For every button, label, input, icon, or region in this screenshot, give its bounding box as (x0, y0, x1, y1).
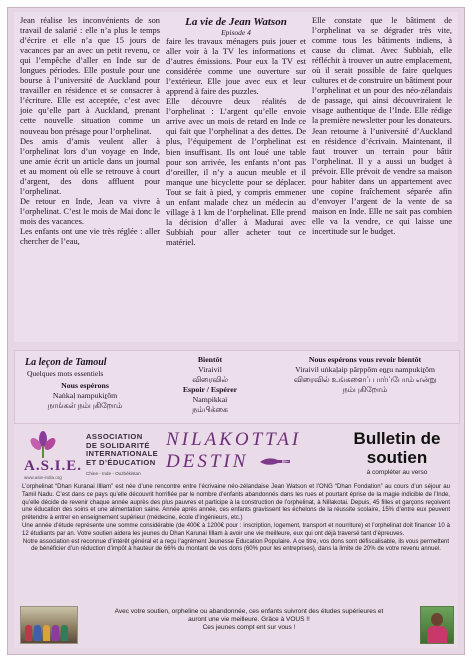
footer-line: Avec votre soutien, orpheline ou abandonnée, ces enfants suivront des études supérieures et (114, 608, 384, 615)
article-paragraph: Les enfants ont une vie très réglée : aller chercher de l’eau, (20, 226, 160, 247)
tamil-lesson-box (14, 350, 460, 424)
association-location: Chine - Inde - Ouzbékistan (86, 471, 141, 476)
flower-logo-icon (28, 430, 58, 460)
lesson-tamil: விரைவில் (192, 375, 228, 384)
article-episode: Episode 4 (221, 28, 251, 37)
lesson-title: La leçon de Tamoul (25, 357, 107, 368)
footer-band (14, 604, 458, 648)
article-paragraph: Jean réalise les inconvénients de son travail de salarié : elle n’a plus le temps d’écrire et elle n’a que 15 jours de vacances par an avec un petit revenu, ce qui l’empêche d’aller en Inde sur de longues périodes. Elle postule pour une bourse à l’université de Auckland pour travailler en résidence et se consacrer à l’écriture. Elle est acceptée, c’est avec joie qu’elle part à Auckland, prenant cette nouvelle situation comme un nouveau bon présage pour l’orphelinat. (20, 16, 160, 136)
nilakottai-title: NILAKOTTAI (166, 429, 302, 450)
lesson-word-hope (155, 385, 265, 415)
bulletin-title-line: soutien (366, 448, 428, 467)
lesson-transliteration: Nampikkai (192, 395, 228, 404)
lesson-transliteration: Naṅkaḷ nampukiṟōm (52, 391, 118, 400)
lesson-french: Nous espérons (61, 381, 109, 390)
bulletin-title (334, 429, 460, 467)
destin-title: DESTIN (166, 451, 249, 472)
association-name-line: ASSOCIATION (86, 432, 143, 441)
lesson-french: Espoir / Espérer (182, 385, 238, 394)
lesson-word-we-hope (25, 381, 145, 411)
fountain-pen-icon (258, 454, 292, 468)
lesson-transliteration: Viraivil (198, 365, 222, 374)
bulletin-subtitle: à compléter au verso (366, 469, 428, 476)
footer-line: auront une vie meilleure. Grâce à VOUS !! (188, 616, 310, 623)
association-name-line: ET D’ÉDUCATION (86, 457, 156, 467)
article-paragraph: De retour en Inde, Jean va vivre à l’orphelinat. C’est le mois de Mai donc le mois des vacances. (20, 196, 160, 226)
article-paragraph: faire les travaux ménagers puis jouer et aller voir à la TV les informations et d’autres émissions. Pour eux la TV est considérée comme une ouverture sur l’extérieur. Elle joue avec eux et leur apprend à faire des puzzles. (166, 37, 306, 97)
lesson-french: Nous espérons vous revoir bientôt (308, 355, 422, 364)
lesson-word-see-you-soon (277, 355, 453, 395)
lesson-subtitle: Quelques mots essentiels (27, 369, 104, 378)
lesson-tamil: விரைவில் உங்களைப் பார்ப்போம் என்று நம்புகிறோம் (293, 375, 437, 394)
articles-section (14, 12, 458, 342)
logo-url: www.asie-india.org (24, 475, 62, 480)
description-paragraph: Une année d’étude représente une somme considérable (de 400€ à 1200€ pour : inscription, logement, transport et nourriture) et l’orphelinat doit financer 10 à 12 étudiants par an. Votre soutien aidera les jeunes du Dhan Karunai Illlam à avoir une vie meilleure, eux qui ont déjà traversé tant d’épreuves. (22, 522, 450, 537)
association-name-line: DE SOLIDARITÉ (86, 440, 150, 450)
article-paragraph: Des amis d’amis veulent aller à l’orphelinat lors d’un voyage en Inde, une amie écrit un article dans un journal et au moment où elle se retrouve à court d’argent, des dons affluent pour l’orphelinat. (20, 136, 160, 196)
article-paragraph: Jean retourne à l’université d’Auckland en résidence d’écrivain. Maintenant, il faut trouver un terrain pour bâtir l’orphelinat. Il y a aussi un budget à prévoir. Elle prévoit de vendre sa maison pour habiter dans un appartement avec une copine fraîchement séparée afin d’envoyer l’argent de la vente de sa maison en Inde. Elle ne sait pas combien elle va la vendre, ce qui laisse une incertitude sur le budget. (312, 126, 452, 236)
lesson-tamil: நம்பிக்கை (192, 405, 228, 414)
lesson-word-soon (165, 355, 255, 385)
association-name-line: INTERNATIONALE (86, 449, 159, 459)
article-column-3 (312, 16, 452, 237)
lesson-french: Bientôt (197, 355, 223, 364)
article-column-2 (166, 16, 306, 248)
article-column-1 (20, 16, 160, 247)
association-description (22, 484, 450, 554)
asie-logo (20, 428, 170, 480)
article-paragraph: Elle constate que le bâtiment de l’orphelinat va se dégrader très vite, comme tous les bâtiments indiens, à cause du climat. Avec Subbiah, elle réfléchit à trouver un autre emplacement, où il serait possible de faire quelques cultures et de construire un bâtiment pour l’orphelinat et un pour des néo-zélandais de passage, qui ainsi découvriraient le visage authentique de l’Inde. Elle rédige la première newsletter pour les donateurs. (312, 16, 452, 126)
article-title: La vie de Jean Watson (185, 16, 287, 28)
lesson-tamil: நாங்கள் நம்புகிறோம் (47, 401, 123, 410)
logo-acronym: A.S.I.E. (24, 458, 83, 474)
lesson-transliteration: Viraivil uṅkaḷaip pārppōm eṉṟu nampukiṟōm (295, 365, 435, 374)
association-name (86, 433, 158, 467)
footer-line: Ces jeunes compt ent sur vous ! (202, 624, 296, 631)
description-paragraph: Notre association est reconnue d’intérêt général et a reçu l’agrément Jeunesse Education Populaire. A ce titre, vos dons sont défiscalisable, ils vous permettent de bénéficier d’un réduction d’impôt à hauteur de 66% du montant de vos dons (60% pour les entreprises), dans la limite de 20% de votre revenu annuel. (22, 538, 450, 553)
child-portrait-photo (420, 606, 454, 644)
bulletin-title-line: Bulletin de (353, 429, 441, 448)
article-paragraph: Elle découvre deux réalités de l’orphelinat : L’argent qu’elle envoie arrive avec un mois de retard en Inde ce qui fait que l’orphelinat a des dettes. De plus, l’équipement de l’orphelinat est bien insuffisant. Ils ont loué une table pour son arrivée, les enfants n’ont pas d’oreiller, il n’y a aucun meuble et il manque une bicyclette pour se déplacer. Tout se fait à pied, y compris emmener un enfant malade chez un médecin au village à 1 km de l’orphelinat. Elle prend la décision d’aller à Madurai avec Subbiah pour aller acheter tout ce matériel. (166, 97, 306, 247)
footer-message (84, 608, 414, 632)
description-paragraph: L’orphelinat “Dhan Kuranai Illlam” est née d’une rencontre entre l’écrivaine néo-zélandaise Jean Watson et l’ONG “Dhan Fondation” au cours d’un séjour au Tamil Nadu. C’est dans ce pays qu’elle découvrit horrifiée par le nombre d’enfants abandonnés dans les rues et pourtant éprise de la magie indicible de l’Inde, qu’elle décide de revenir chaque année auprès des plus pauvres et participe à la construction de l’orphelinat, à Nillakotai. Depuis, 45 filles et garçons reçoivent une éducation des soins et une alimentation saine. Année après année, ces enfants gravissent les échelons de la réussite scolaire, 15% d’entre eux peuvent prétendre à entrer en enseignement supérieur (médecine, école d’ingénieurs, etc.) (22, 484, 450, 522)
children-group-photo (20, 606, 78, 644)
